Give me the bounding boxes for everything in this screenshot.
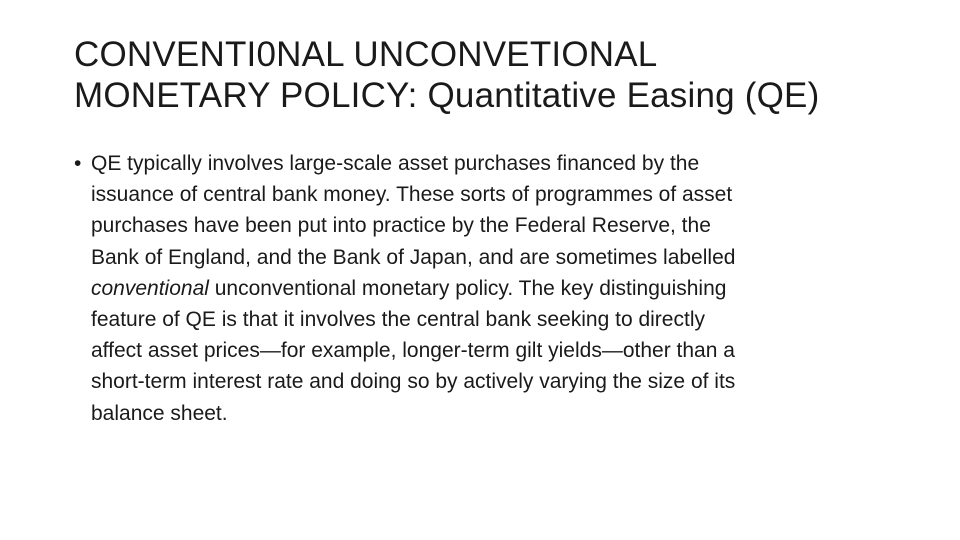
emphasis-conventional: conventional bbox=[91, 276, 209, 300]
bullet-line-2: issuance of central bank money. These sorts of programmes of asset bbox=[91, 183, 733, 207]
bullet-line-6: feature of QE is that it involves the central bank seeking to directly bbox=[91, 308, 705, 332]
bullet-line-5 bbox=[91, 273, 894, 304]
bullet-line-5-rest: unconventional monetary policy. The key distinguishing bbox=[208, 276, 727, 300]
bullet-item bbox=[74, 148, 894, 429]
bullet-line-8: short-term interest rate and doing so by actively varying the size of its bbox=[91, 370, 736, 394]
bullet-line-1: QE typically involves large-scale asset purchases financed by the bbox=[91, 152, 700, 175]
bullet-text bbox=[91, 148, 894, 429]
title-line-2: MONETARY POLICY: Quantitative Easing (QE) bbox=[74, 76, 820, 116]
slide-body bbox=[74, 148, 894, 429]
bullet-line-4: Bank of England, and the Bank of Japan, and are sometimes labelled bbox=[91, 245, 736, 269]
bullet-line-3: purchases have been put into practice by the Federal Reserve, the bbox=[91, 214, 711, 238]
bullet-marker: • bbox=[74, 152, 82, 175]
slide-title bbox=[74, 34, 904, 117]
title-line-1: CONVENTI0NAL UNCONVETIONAL bbox=[74, 35, 658, 74]
bullet-line-7: affect asset prices—for example, longer-term gilt yields—other than a bbox=[91, 339, 735, 363]
bullet-line-9: balance sheet. bbox=[91, 401, 228, 425]
